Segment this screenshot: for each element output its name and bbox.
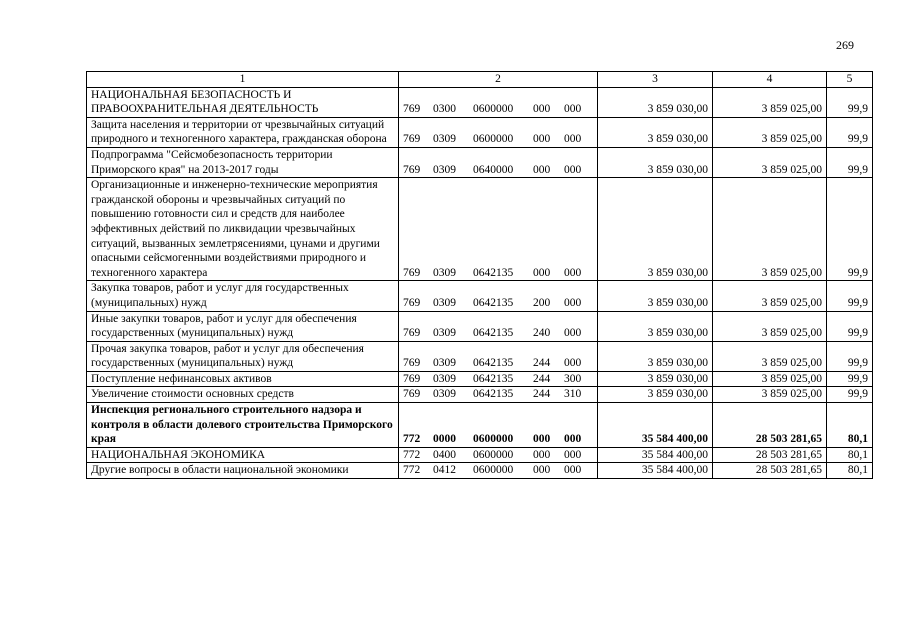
row-executed: 28 503 281,65 bbox=[713, 403, 827, 448]
code-kosgu: 000 bbox=[564, 464, 582, 477]
code-ministry: 769 bbox=[403, 163, 421, 176]
code-kosgu: 000 bbox=[564, 327, 582, 340]
code-expense: 000 bbox=[533, 133, 551, 146]
code-kosgu: 000 bbox=[564, 163, 582, 176]
row-percent: 80,1 bbox=[827, 403, 873, 448]
code-kosgu: 000 bbox=[564, 433, 582, 446]
code-section: 0300 bbox=[433, 103, 456, 116]
code-ministry: 769 bbox=[403, 327, 421, 340]
row-name: Инспекция регионального строительного надзора и контроля в области долевого строительства Приморского края bbox=[87, 403, 399, 448]
table-row bbox=[87, 281, 873, 311]
row-percent: 99,9 bbox=[827, 178, 873, 281]
row-planned: 3 859 030,00 bbox=[598, 371, 713, 387]
code-article: 0642135 bbox=[473, 357, 514, 370]
table-row bbox=[87, 87, 873, 117]
table-row bbox=[87, 371, 873, 387]
row-code bbox=[399, 387, 598, 403]
row-executed: 3 859 025,00 bbox=[713, 87, 827, 117]
row-percent: 99,9 bbox=[827, 147, 873, 177]
code-article: 0642135 bbox=[473, 296, 514, 309]
header-col-1: 1 bbox=[87, 72, 399, 88]
row-planned: 3 859 030,00 bbox=[598, 311, 713, 341]
code-expense: 244 bbox=[533, 372, 551, 385]
row-planned: 35 584 400,00 bbox=[598, 463, 713, 479]
row-percent: 80,1 bbox=[827, 447, 873, 463]
row-planned: 3 859 030,00 bbox=[598, 341, 713, 371]
code-expense: 244 bbox=[533, 357, 551, 370]
row-executed: 3 859 025,00 bbox=[713, 311, 827, 341]
table-row bbox=[87, 403, 873, 448]
row-name: Поступление нефинансовых активов bbox=[87, 371, 399, 387]
code-kosgu: 310 bbox=[564, 388, 582, 401]
code-kosgu: 300 bbox=[564, 372, 582, 385]
header-col-2: 2 bbox=[399, 72, 598, 88]
code-article: 0600000 bbox=[473, 133, 514, 146]
header-col-3: 3 bbox=[598, 72, 713, 88]
code-expense: 000 bbox=[533, 266, 551, 279]
row-executed: 28 503 281,65 bbox=[713, 463, 827, 479]
code-section: 0400 bbox=[433, 448, 456, 461]
row-planned: 3 859 030,00 bbox=[598, 387, 713, 403]
code-article: 0600000 bbox=[473, 433, 514, 446]
row-code bbox=[399, 87, 598, 117]
code-expense: 000 bbox=[533, 433, 551, 446]
code-kosgu: 000 bbox=[564, 357, 582, 370]
row-planned: 3 859 030,00 bbox=[598, 178, 713, 281]
code-section: 0309 bbox=[433, 327, 456, 340]
row-name: Увеличение стоимости основных средств bbox=[87, 387, 399, 403]
row-planned: 35 584 400,00 bbox=[598, 447, 713, 463]
row-percent: 80,1 bbox=[827, 463, 873, 479]
table-row bbox=[87, 463, 873, 479]
code-kosgu: 000 bbox=[564, 103, 582, 116]
code-expense: 000 bbox=[533, 103, 551, 116]
table-row bbox=[87, 178, 873, 281]
code-expense: 000 bbox=[533, 464, 551, 477]
row-percent: 99,9 bbox=[827, 371, 873, 387]
code-section: 0309 bbox=[433, 372, 456, 385]
table-body bbox=[87, 87, 873, 478]
code-section: 0000 bbox=[433, 433, 456, 446]
page-number: 269 bbox=[836, 38, 854, 52]
code-article: 0642135 bbox=[473, 327, 514, 340]
row-executed: 3 859 025,00 bbox=[713, 147, 827, 177]
row-planned: 3 859 030,00 bbox=[598, 281, 713, 311]
row-percent: 99,9 bbox=[827, 281, 873, 311]
row-name: Иные закупки товаров, работ и услуг для обеспечения государственных (муниципальных) нужд bbox=[87, 311, 399, 341]
code-article: 0642135 bbox=[473, 388, 514, 401]
code-ministry: 769 bbox=[403, 388, 421, 401]
table-row bbox=[87, 311, 873, 341]
table-row bbox=[87, 341, 873, 371]
code-expense: 240 bbox=[533, 327, 551, 340]
row-name: Организационные и инженерно-технические мероприятия гражданской обороны и чрезвычайных ситуаций по повышению готовности сил и средств для наиболее эффективных действий по ликвидации чрезвычайных ситуаций, вызванных землетрясениями, цунами и другими опасными сейсмогенными воздействиями природного и техногенного характера bbox=[87, 178, 399, 281]
row-percent: 99,9 bbox=[827, 87, 873, 117]
code-ministry: 772 bbox=[403, 448, 421, 461]
table-row bbox=[87, 147, 873, 177]
row-percent: 99,9 bbox=[827, 387, 873, 403]
budget-table bbox=[86, 71, 873, 479]
row-planned: 3 859 030,00 bbox=[598, 117, 713, 147]
row-name: Защита населения и территории от чрезвычайных ситуаций природного и техногенного характера, гражданская оборона bbox=[87, 117, 399, 147]
code-expense: 000 bbox=[533, 163, 551, 176]
code-article: 0642135 bbox=[473, 372, 514, 385]
row-percent: 99,9 bbox=[827, 341, 873, 371]
code-ministry: 769 bbox=[403, 103, 421, 116]
table-row bbox=[87, 387, 873, 403]
code-kosgu: 000 bbox=[564, 266, 582, 279]
code-kosgu: 000 bbox=[564, 448, 582, 461]
row-name: НАЦИОНАЛЬНАЯ БЕЗОПАСНОСТЬ И ПРАВООХРАНИТЕЛЬНАЯ ДЕЯТЕЛЬНОСТЬ bbox=[87, 87, 399, 117]
row-code bbox=[399, 447, 598, 463]
code-kosgu: 000 bbox=[564, 133, 582, 146]
row-name: НАЦИОНАЛЬНАЯ ЭКОНОМИКА bbox=[87, 447, 399, 463]
code-expense: 000 bbox=[533, 448, 551, 461]
code-section: 0309 bbox=[433, 296, 456, 309]
code-article: 0642135 bbox=[473, 266, 514, 279]
row-code bbox=[399, 341, 598, 371]
code-section: 0309 bbox=[433, 133, 456, 146]
code-section: 0309 bbox=[433, 357, 456, 370]
row-planned: 3 859 030,00 bbox=[598, 87, 713, 117]
row-code bbox=[399, 463, 598, 479]
code-section: 0309 bbox=[433, 266, 456, 279]
row-executed: 3 859 025,00 bbox=[713, 341, 827, 371]
code-ministry: 772 bbox=[403, 464, 421, 477]
row-executed: 3 859 025,00 bbox=[713, 178, 827, 281]
code-ministry: 769 bbox=[403, 296, 421, 309]
code-ministry: 769 bbox=[403, 133, 421, 146]
code-expense: 244 bbox=[533, 388, 551, 401]
code-ministry: 769 bbox=[403, 372, 421, 385]
row-planned: 3 859 030,00 bbox=[598, 147, 713, 177]
code-article: 0600000 bbox=[473, 464, 514, 477]
table-header bbox=[87, 72, 873, 88]
row-executed: 28 503 281,65 bbox=[713, 447, 827, 463]
row-name: Прочая закупка товаров, работ и услуг для обеспечения государственных (муниципальных) нужд bbox=[87, 341, 399, 371]
row-percent: 99,9 bbox=[827, 311, 873, 341]
row-code bbox=[399, 117, 598, 147]
code-article: 0600000 bbox=[473, 103, 514, 116]
row-executed: 3 859 025,00 bbox=[713, 371, 827, 387]
row-code bbox=[399, 403, 598, 448]
row-executed: 3 859 025,00 bbox=[713, 117, 827, 147]
code-section: 0309 bbox=[433, 388, 456, 401]
row-percent: 99,9 bbox=[827, 117, 873, 147]
header-col-4: 4 bbox=[713, 72, 827, 88]
row-name: Закупка товаров, работ и услуг для государственных (муниципальных) нужд bbox=[87, 281, 399, 311]
row-code bbox=[399, 371, 598, 387]
code-article: 0600000 bbox=[473, 448, 514, 461]
table-row bbox=[87, 117, 873, 147]
row-name: Другие вопросы в области национальной экономики bbox=[87, 463, 399, 479]
table-row bbox=[87, 447, 873, 463]
code-ministry: 769 bbox=[403, 266, 421, 279]
code-article: 0640000 bbox=[473, 163, 514, 176]
row-executed: 3 859 025,00 bbox=[713, 387, 827, 403]
code-section: 0309 bbox=[433, 163, 456, 176]
row-executed: 3 859 025,00 bbox=[713, 281, 827, 311]
code-expense: 200 bbox=[533, 296, 551, 309]
header-col-5: 5 bbox=[827, 72, 873, 88]
header-row bbox=[87, 72, 873, 88]
row-name: Подпрограмма "Сейсмобезопасность территории Приморского края" на 2013-2017 годы bbox=[87, 147, 399, 177]
code-ministry: 772 bbox=[403, 433, 421, 446]
row-code bbox=[399, 147, 598, 177]
row-code bbox=[399, 311, 598, 341]
code-ministry: 769 bbox=[403, 357, 421, 370]
row-planned: 35 584 400,00 bbox=[598, 403, 713, 448]
code-section: 0412 bbox=[433, 464, 456, 477]
row-code bbox=[399, 281, 598, 311]
code-kosgu: 000 bbox=[564, 296, 582, 309]
row-code bbox=[399, 178, 598, 281]
